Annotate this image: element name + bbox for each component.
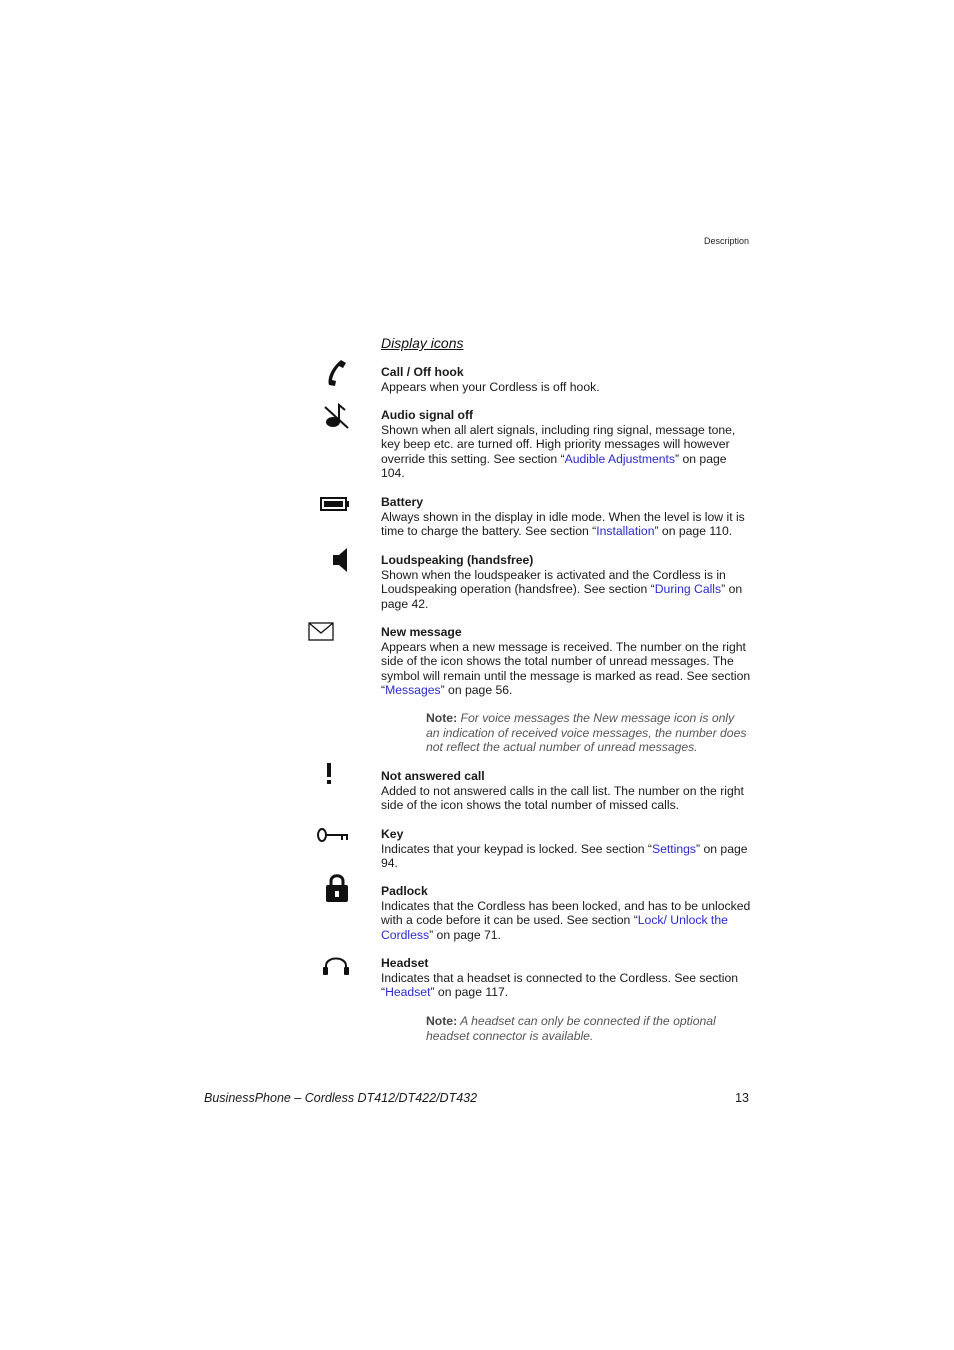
entry-text: ” on page 110.	[654, 524, 733, 538]
audio-signal-off-icon	[322, 402, 350, 430]
entry-title: New message	[381, 625, 462, 639]
entry-text: Shown when the loudspeaker is activated and the Cordless is in Loudspeaking operation (handsfree). See section “	[381, 567, 726, 596]
page-number: 13	[735, 1091, 749, 1105]
entry-text: Shown when all alert signals, including ring signal, message tone, key beep etc. are turned off. High priority messages will however override this setting. See section “	[381, 422, 736, 466]
entry-audio-signal-off	[381, 408, 751, 481]
note-text: For voice messages the New message icon is only an indication of received voice messages, the number does not reflect the actual number of unread messages.	[426, 711, 747, 754]
entry-loudspeaking	[381, 553, 751, 611]
entry-text: ” on page 56.	[440, 683, 513, 697]
entry-text: Indicates that the Cordless has been locked, and has to be unlocked with a code before it can be used. See section “	[381, 898, 751, 927]
header-label: Description	[703, 236, 749, 246]
entry-text: Indicates that a headset is connected to the Cordless. See section “	[381, 970, 739, 999]
entry-body	[381, 568, 751, 612]
padlock-icon	[324, 872, 350, 904]
link-lock-unlock[interactable]: Lock/ Unlock the Cordless	[381, 913, 728, 942]
entry-body	[381, 784, 751, 813]
entry-title: Battery	[381, 495, 423, 509]
headset-icon	[322, 954, 350, 976]
note-headset-connector	[426, 1014, 750, 1043]
entry-text: ” on page 104.	[381, 451, 727, 480]
envelope-icon	[308, 622, 335, 642]
entry-title: Call / Off hook	[381, 365, 464, 379]
entry-title: Headset	[381, 956, 429, 970]
entry-text: ” on page 94.	[381, 841, 748, 870]
entry-text: Appears when your Cordless is off hook.	[381, 379, 600, 394]
entry-battery	[381, 495, 751, 539]
footer-title: BusinessPhone – Cordless DT412/DT422/DT432	[204, 1091, 478, 1105]
link-during-calls[interactable]: During Calls	[654, 582, 722, 596]
entry-title: Key	[381, 827, 404, 841]
entry-text: ” on page 71.	[429, 927, 501, 942]
exclamation-icon	[324, 762, 334, 786]
section-title: Display icons	[381, 335, 464, 351]
entry-title: Padlock	[381, 884, 428, 898]
link-headset[interactable]: Headset	[385, 985, 431, 999]
entry-body	[381, 423, 751, 481]
note-label: Note:	[426, 1014, 458, 1028]
link-messages[interactable]: Messages	[385, 683, 441, 697]
note-label: Note:	[426, 711, 458, 725]
entry-body	[381, 510, 751, 539]
link-settings[interactable]: Settings	[651, 841, 697, 856]
note-voice-messages	[426, 711, 750, 755]
entry-text: Indicates that your keypad is locked. See section “	[381, 841, 652, 856]
key-icon	[316, 826, 350, 844]
phone-handset-icon	[324, 359, 350, 387]
entry-headset	[381, 956, 751, 1000]
entry-body	[381, 640, 751, 698]
entry-text: ” on page 117.	[430, 985, 509, 999]
entry-body	[381, 842, 751, 871]
entry-key	[381, 827, 751, 871]
entry-body	[381, 899, 751, 943]
entry-not-answered-call	[381, 769, 751, 813]
battery-icon	[320, 496, 350, 512]
entry-text: Appears when a new message is received. The number on the right side of the icon shows the total number of unread messages. The symbol will remain until the message is marked as read. See section “	[381, 639, 751, 697]
entry-title: Audio signal off	[381, 408, 474, 422]
entry-call-off-hook	[381, 365, 751, 394]
entry-body	[381, 380, 751, 395]
entry-text: Always shown in the display in idle mode. When the level is low it is time to charge the battery. See section “	[381, 509, 745, 538]
loudspeaker-icon	[330, 546, 350, 574]
entry-title: Loudspeaking (handsfree)	[381, 553, 534, 567]
entry-padlock	[381, 884, 751, 942]
entry-text: Added to not answered calls in the call list. The number on the right side of the icon shows the total number of missed calls.	[381, 783, 744, 812]
entry-text: ” on page 42.	[381, 582, 743, 611]
note-text: A headset can only be connected if the optional headset connector is available.	[426, 1014, 716, 1043]
link-audible-adjustments[interactable]: Audible Adjustments	[564, 451, 676, 466]
entry-new-message	[381, 625, 751, 698]
entry-body	[381, 971, 751, 1000]
link-installation[interactable]: Installation	[596, 524, 655, 538]
entry-title: Not answered call	[381, 769, 485, 783]
